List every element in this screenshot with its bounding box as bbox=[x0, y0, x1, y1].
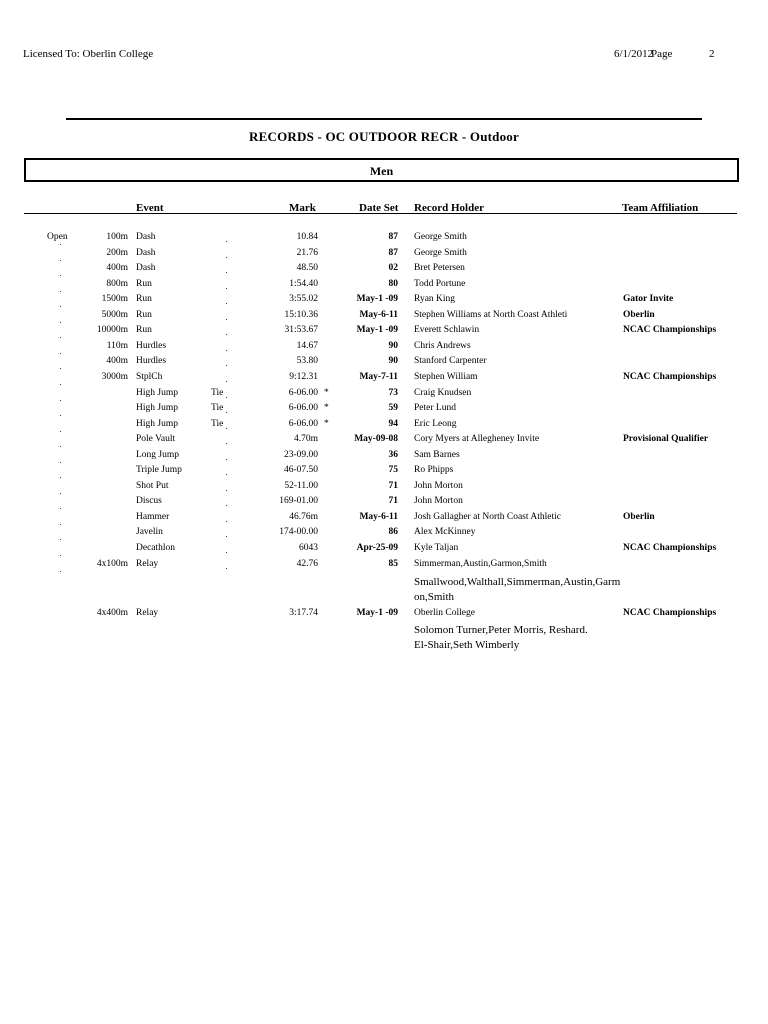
row-marker-dot bbox=[60, 384, 61, 385]
row-holder: John Morton bbox=[414, 480, 463, 491]
row-marker-dot bbox=[226, 303, 227, 304]
row-marker-dot bbox=[60, 306, 61, 307]
row-team: NCAC Championships bbox=[623, 608, 717, 618]
row-team: NCAC Championships bbox=[623, 543, 717, 553]
row-mark: 6043 bbox=[299, 543, 318, 553]
row-mark: 31:53.67 bbox=[284, 325, 318, 336]
row-event: Hammer bbox=[136, 511, 170, 522]
table-row bbox=[0, 372, 768, 387]
relay-4x400-names-line2: El-Shair,Seth Wimberly bbox=[414, 639, 520, 651]
row-marker-dot bbox=[60, 508, 61, 509]
row-tie: Tie bbox=[211, 387, 224, 398]
row-mark: 23-09.00 bbox=[283, 449, 318, 460]
row-event: Dash bbox=[136, 263, 156, 274]
column-mark: Mark bbox=[289, 202, 316, 214]
row-mark: 6-06.00 bbox=[288, 387, 318, 398]
row-marker-dot bbox=[226, 241, 227, 242]
row-date: May-6-11 bbox=[359, 511, 398, 522]
row-distance: 1500m bbox=[101, 294, 128, 305]
row-event: Hurdles bbox=[136, 356, 167, 367]
row-marker-dot bbox=[226, 536, 227, 537]
row-mark: 3:55.02 bbox=[289, 294, 318, 305]
row-event: Pole Vault bbox=[136, 434, 176, 445]
row-date: 87 bbox=[388, 232, 398, 242]
row-marker-dot bbox=[60, 462, 61, 463]
row-holder: Cory Myers at Allegheney Invite bbox=[414, 434, 540, 445]
row-holder: Kyle Taljan bbox=[414, 543, 459, 553]
row-marker-dot bbox=[60, 571, 61, 572]
row-mark: 6-06.00 bbox=[288, 418, 318, 429]
row-holder: Oberlin College bbox=[414, 608, 475, 618]
row-marker-dot bbox=[60, 322, 61, 323]
row-mark: 53.80 bbox=[296, 356, 318, 367]
row-marker-dot bbox=[60, 431, 61, 432]
row-date: 94 bbox=[388, 418, 398, 429]
row-date: May-6-11 bbox=[359, 309, 398, 320]
row-distance: 4x400m bbox=[96, 608, 128, 618]
row-mark: 9:12.31 bbox=[289, 371, 318, 382]
row-date: 59 bbox=[388, 403, 398, 414]
row-date: 73 bbox=[388, 387, 398, 398]
table-row bbox=[0, 403, 768, 418]
row-team: Gator Invite bbox=[623, 294, 674, 305]
row-team: NCAC Championships bbox=[623, 371, 717, 382]
row-event: Relay bbox=[136, 608, 159, 618]
row-date: May-09-08 bbox=[354, 434, 398, 445]
table-row bbox=[0, 450, 768, 465]
row-marker-dot bbox=[226, 350, 227, 351]
row-date: 80 bbox=[388, 278, 398, 289]
row-holder: John Morton bbox=[414, 496, 463, 507]
row-holder: Stephen Williams at North Coast Athleti bbox=[414, 309, 568, 320]
table-row bbox=[0, 559, 768, 574]
row-mark: 42.76 bbox=[296, 558, 318, 569]
row-event: High Jump bbox=[136, 403, 178, 414]
row-date: May-1 -09 bbox=[356, 608, 398, 618]
row-mark: 52-11.00 bbox=[284, 480, 318, 491]
row-event: Run bbox=[136, 309, 152, 320]
row-mark: 169-01.00 bbox=[279, 496, 318, 507]
row-tie: Tie bbox=[211, 403, 224, 414]
row-date: 02 bbox=[388, 263, 398, 274]
row-event: Run bbox=[136, 278, 152, 289]
row-holder: Stephen William bbox=[414, 371, 478, 382]
row-distance: 10000m bbox=[96, 325, 128, 336]
row-mark: 3:17.74 bbox=[289, 608, 318, 618]
row-holder: George Smith bbox=[414, 247, 467, 258]
row-distance: 4x100m bbox=[96, 558, 128, 569]
row-marker-dot bbox=[226, 381, 227, 382]
row-distance: 400m bbox=[106, 263, 128, 274]
row-marker-dot bbox=[60, 368, 61, 369]
row-event: Relay bbox=[136, 558, 159, 569]
row-holder: Chris Andrews bbox=[414, 340, 471, 351]
row-event: Run bbox=[136, 294, 152, 305]
table-row bbox=[0, 325, 768, 340]
row-marker-dot bbox=[60, 555, 61, 556]
table-row bbox=[0, 232, 768, 247]
report-title: RECORDS - OC OUTDOOR RECR - Outdoor bbox=[249, 129, 519, 144]
row-marker-dot bbox=[226, 552, 227, 553]
row-distance: 400m bbox=[106, 356, 128, 367]
row-event: Decathlon bbox=[136, 543, 176, 553]
row-event: Shot Put bbox=[136, 480, 169, 491]
row-date: 71 bbox=[388, 496, 398, 507]
row-holder: George Smith bbox=[414, 232, 467, 242]
page-label: Page bbox=[651, 48, 673, 60]
row-marker-dot bbox=[60, 400, 61, 401]
row-open-label: Open bbox=[47, 232, 68, 242]
row-date: 90 bbox=[388, 340, 398, 351]
row-event: Dash bbox=[136, 232, 156, 242]
table-row bbox=[0, 496, 768, 511]
row-mark: 174-00.00 bbox=[279, 527, 318, 538]
row-marker-dot bbox=[60, 493, 61, 494]
table-row bbox=[0, 527, 768, 542]
row-distance: 200m bbox=[106, 247, 128, 258]
row-date: 71 bbox=[388, 480, 398, 491]
row-date: May-1 -09 bbox=[356, 294, 398, 305]
row-marker-dot bbox=[226, 443, 227, 444]
table-row bbox=[0, 512, 768, 527]
row-mark: 46-07.50 bbox=[283, 465, 318, 476]
row-holder: Stanford Carpenter bbox=[414, 356, 487, 367]
row-date: 85 bbox=[388, 558, 398, 569]
row-marker-dot bbox=[226, 490, 227, 491]
row-event: StplCh bbox=[136, 371, 163, 382]
row-holder: Eric Leong bbox=[414, 418, 457, 429]
row-star: * bbox=[324, 418, 329, 429]
row-marker-dot bbox=[226, 319, 227, 320]
row-holder: Craig Knudsen bbox=[414, 387, 472, 398]
row-event: Run bbox=[136, 325, 152, 336]
row-marker-dot bbox=[226, 397, 227, 398]
row-holder: Everett Schlawin bbox=[414, 325, 480, 336]
row-date: 86 bbox=[388, 527, 398, 538]
row-distance: 100m bbox=[106, 232, 128, 242]
row-marker-dot bbox=[226, 521, 227, 522]
column-record-holder: Record Holder bbox=[414, 202, 484, 214]
row-marker-dot bbox=[226, 257, 227, 258]
row-star: * bbox=[324, 387, 329, 398]
row-distance: 3000m bbox=[101, 371, 128, 382]
table-row bbox=[0, 341, 768, 356]
row-holder: Peter Lund bbox=[414, 403, 456, 414]
table-row bbox=[0, 465, 768, 480]
row-holder: Bret Petersen bbox=[414, 263, 465, 274]
row-team: NCAC Championships bbox=[623, 325, 717, 336]
row-holder: Josh Gallagher at North Coast Athletic bbox=[414, 511, 561, 522]
row-team: Oberlin bbox=[623, 511, 655, 522]
row-mark: 48.50 bbox=[296, 263, 318, 274]
row-team: Provisional Qualifier bbox=[623, 434, 709, 445]
table-row bbox=[0, 543, 768, 558]
row-mark: 21.76 bbox=[296, 247, 318, 258]
row-date: 75 bbox=[388, 465, 398, 476]
row-date: 36 bbox=[388, 449, 398, 460]
row-event: Discus bbox=[136, 496, 162, 507]
column-team-affiliation: Team Affiliation bbox=[622, 202, 699, 214]
row-date: May-1 -09 bbox=[356, 325, 398, 336]
table-row bbox=[0, 248, 768, 263]
relay-4x400-names-line1: Solomon Turner,Peter Morris, Reshard. bbox=[414, 624, 588, 636]
row-mark: 4.70m bbox=[293, 434, 318, 445]
row-mark: 10.84 bbox=[296, 232, 318, 242]
row-marker-dot bbox=[226, 365, 227, 366]
row-holder: Todd Portune bbox=[414, 278, 466, 289]
row-holder: Alex McKinney bbox=[414, 527, 476, 538]
table-row-relay-4x400 bbox=[0, 608, 768, 623]
table-row bbox=[0, 481, 768, 496]
row-marker-dot bbox=[226, 428, 227, 429]
row-distance: 110m bbox=[106, 340, 128, 351]
row-date: 87 bbox=[388, 247, 398, 258]
section-box bbox=[24, 158, 739, 182]
column-date-set: Date Set bbox=[359, 202, 399, 214]
row-mark: 46.76m bbox=[289, 511, 318, 522]
row-marker-dot bbox=[226, 334, 227, 335]
table-row bbox=[0, 294, 768, 309]
table-row bbox=[0, 356, 768, 371]
row-marker-dot bbox=[226, 412, 227, 413]
title-rule bbox=[66, 118, 702, 120]
row-event: Triple Jump bbox=[136, 465, 182, 476]
row-marker-dot bbox=[226, 568, 227, 569]
row-event: Javelin bbox=[136, 527, 163, 538]
row-event: High Jump bbox=[136, 387, 178, 398]
row-distance: 5000m bbox=[101, 309, 128, 320]
licensed-to: Licensed To: Oberlin College bbox=[23, 48, 154, 60]
row-marker-dot bbox=[226, 505, 227, 506]
row-event: High Jump bbox=[136, 418, 178, 429]
row-marker-dot bbox=[60, 275, 61, 276]
row-event: Dash bbox=[136, 247, 156, 258]
row-mark: 15:10.36 bbox=[284, 309, 318, 320]
row-date: 90 bbox=[388, 356, 398, 367]
row-holder: Ryan King bbox=[414, 294, 456, 305]
table-row bbox=[0, 263, 768, 278]
row-date: May-7-11 bbox=[359, 371, 398, 382]
row-marker-dot bbox=[60, 353, 61, 354]
relay-4x100-names-line1: Smallwood,Walthall,Simmerman,Austin,Garm bbox=[414, 576, 621, 588]
table-row bbox=[0, 434, 768, 449]
row-distance: 800m bbox=[106, 278, 128, 289]
row-mark: 6-06.00 bbox=[288, 403, 318, 414]
row-holder: Sam Barnes bbox=[414, 449, 460, 460]
row-holder: Simmerman,Austin,Garmon,Smith bbox=[414, 558, 547, 569]
section-label: Men bbox=[369, 164, 394, 178]
print-date: 6/1/2012 bbox=[614, 48, 654, 60]
row-mark: 14.67 bbox=[296, 340, 318, 351]
row-marker-dot bbox=[60, 337, 61, 338]
relay-4x100-names-line2: on,Smith bbox=[414, 591, 455, 603]
row-mark: 1:54.40 bbox=[289, 278, 318, 289]
row-marker-dot bbox=[60, 477, 61, 478]
page-number: 2 bbox=[709, 48, 715, 60]
row-marker-dot bbox=[60, 524, 61, 525]
row-marker-dot bbox=[226, 288, 227, 289]
table-row bbox=[0, 419, 768, 434]
row-marker-dot bbox=[60, 539, 61, 540]
row-marker-dot bbox=[226, 474, 227, 475]
row-marker-dot bbox=[60, 291, 61, 292]
row-star: * bbox=[324, 403, 329, 414]
row-event: Hurdles bbox=[136, 340, 167, 351]
row-marker-dot bbox=[60, 260, 61, 261]
row-holder: Ro Phipps bbox=[414, 465, 454, 476]
column-rule bbox=[24, 213, 737, 214]
table-row bbox=[0, 279, 768, 294]
row-marker-dot bbox=[226, 459, 227, 460]
row-marker-dot bbox=[60, 415, 61, 416]
column-event: Event bbox=[136, 202, 164, 214]
row-event: Long Jump bbox=[136, 449, 180, 460]
row-marker-dot bbox=[226, 272, 227, 273]
row-marker-dot bbox=[60, 446, 61, 447]
table-row bbox=[0, 310, 768, 325]
row-marker-dot bbox=[60, 244, 61, 245]
row-tie: Tie bbox=[211, 418, 224, 429]
table-row bbox=[0, 388, 768, 403]
row-team: Oberlin bbox=[623, 309, 655, 320]
row-date: Apr-25-09 bbox=[356, 543, 398, 553]
